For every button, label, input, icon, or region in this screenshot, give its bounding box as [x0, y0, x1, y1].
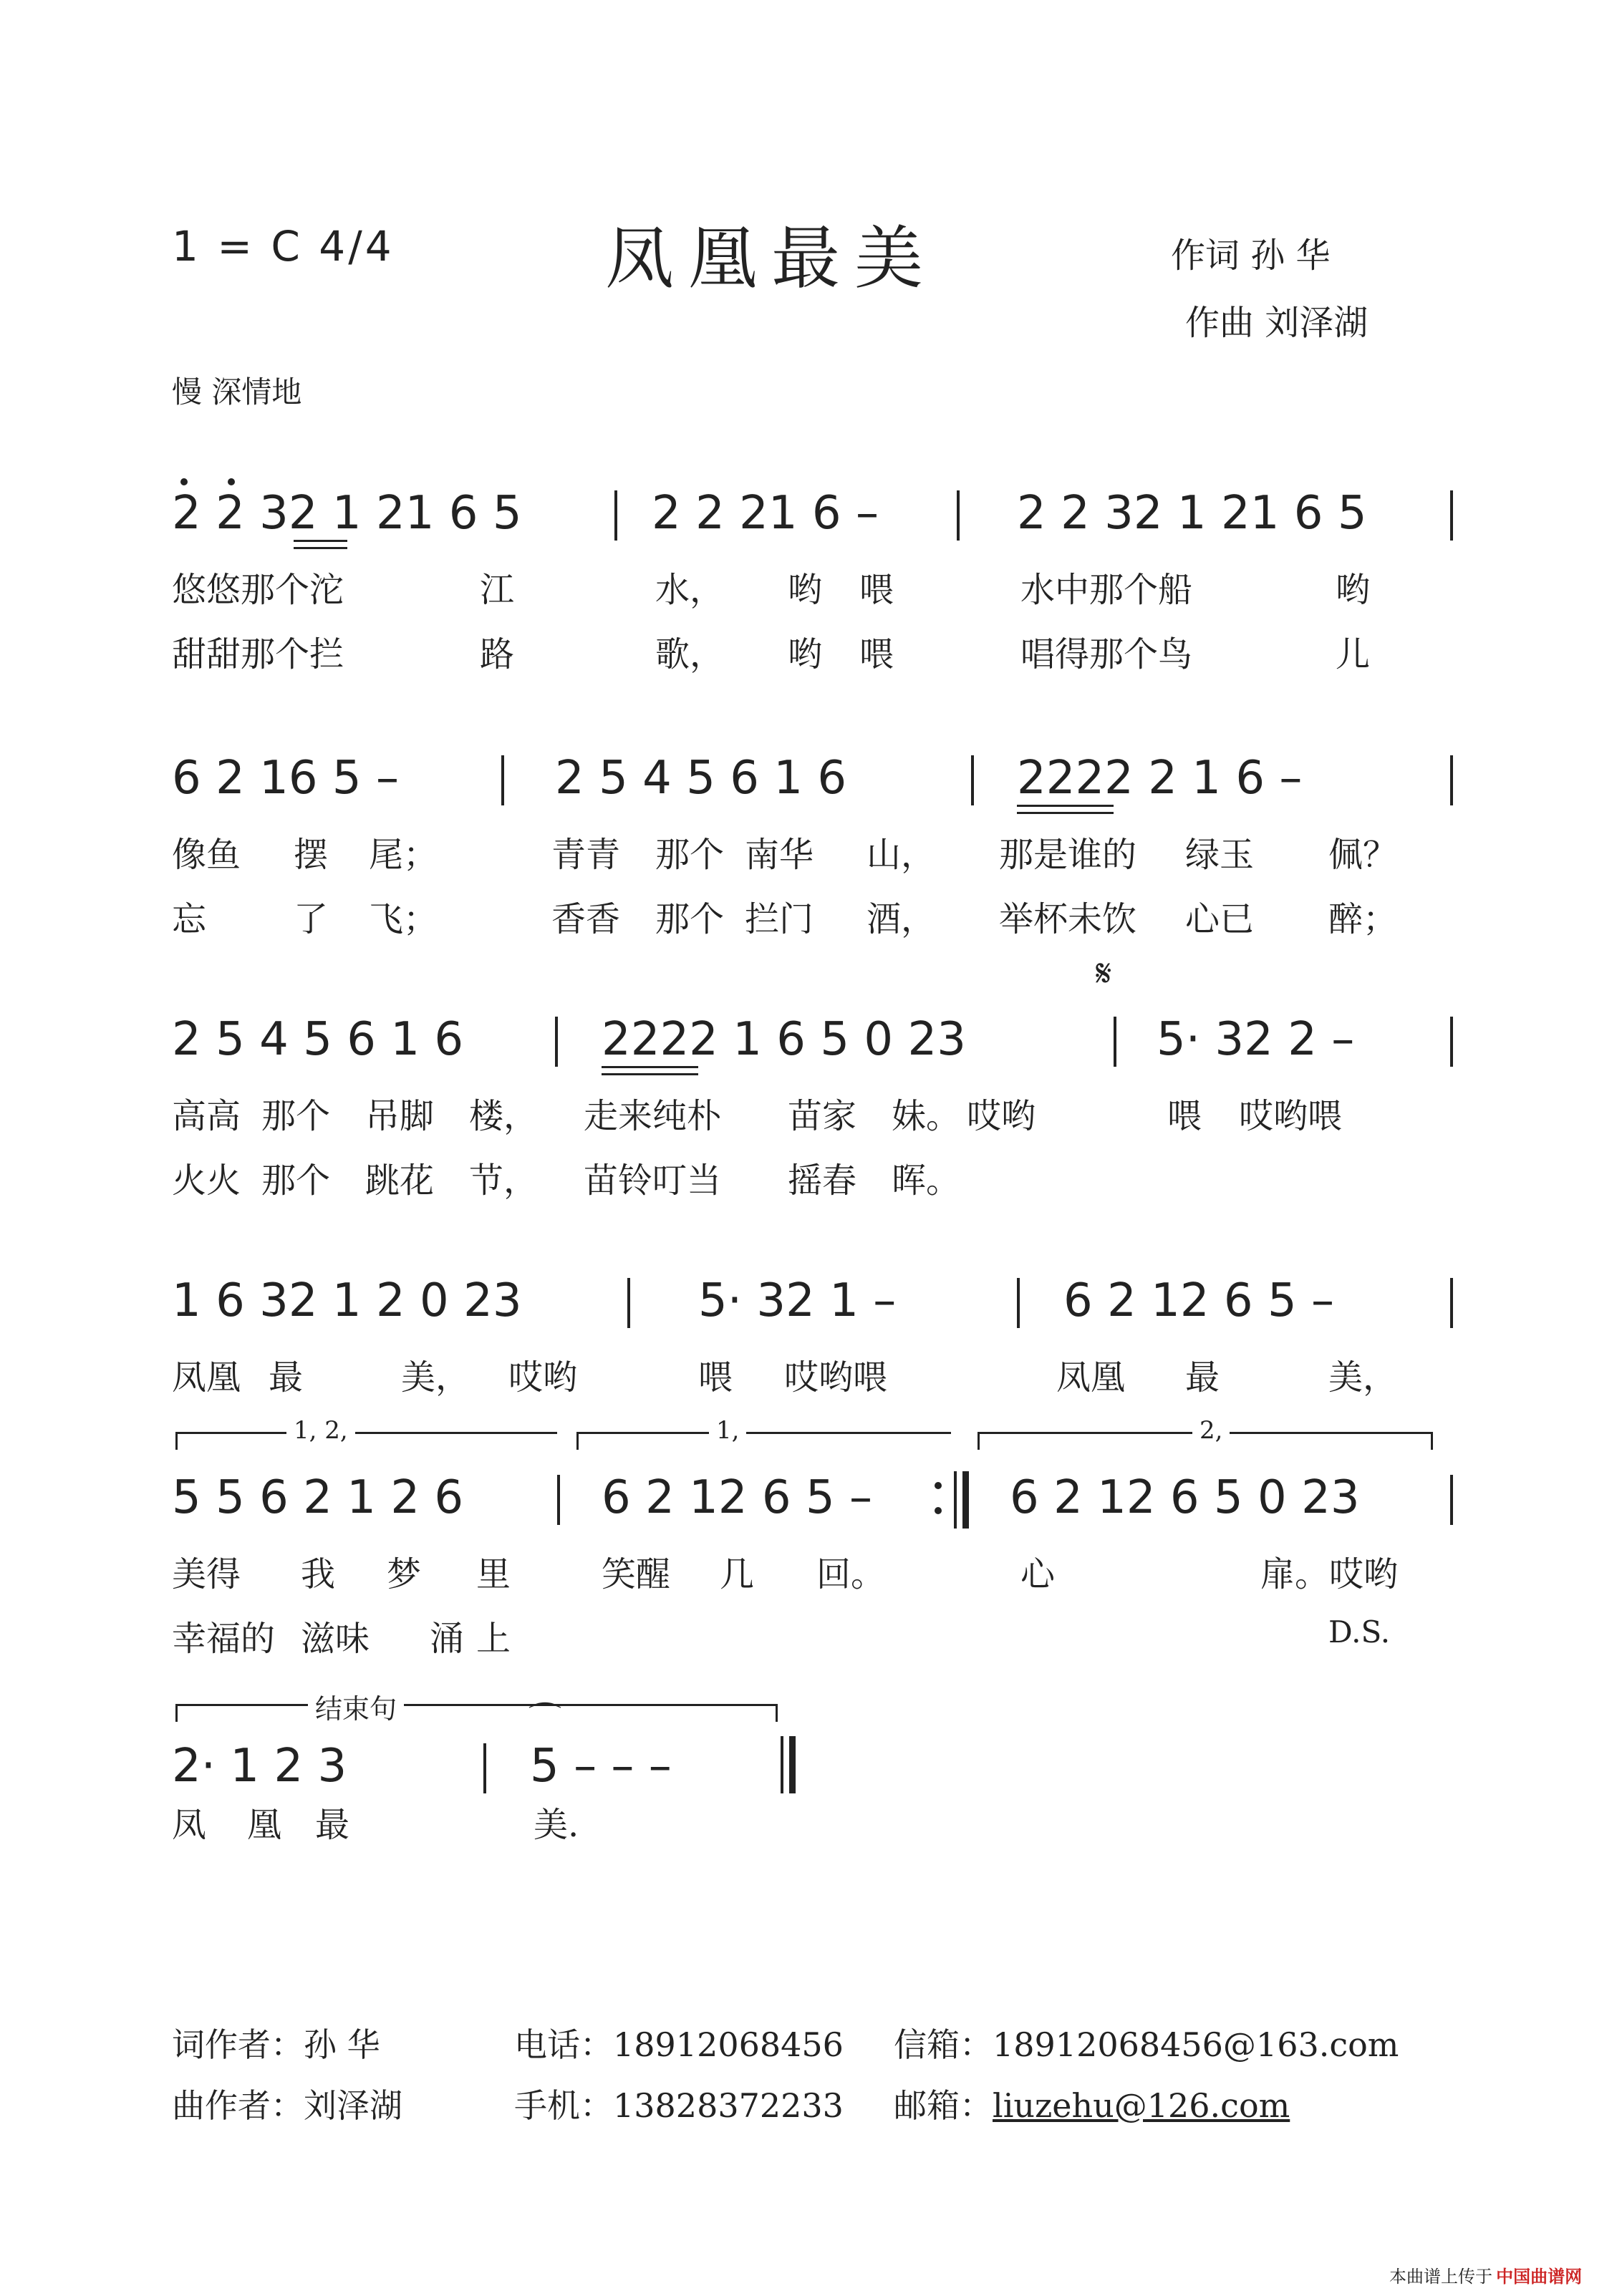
measure-1-3: 2 2 32 1 21 6 5 [1017, 487, 1367, 540]
lyric-2-e: 苗铃叮当 [584, 1161, 722, 1201]
lyric-1-i: 扉。哎哟 [1260, 1554, 1399, 1594]
lyric-1-e: 喂 [698, 1357, 733, 1398]
lyric-1-e: 走来纯朴 [584, 1096, 722, 1136]
lyric-1-a: 像鱼 [172, 835, 241, 875]
lyric-1-b: 最 [269, 1357, 304, 1398]
lyric-1-g: 山， [867, 835, 936, 875]
repeat-barline-thin [954, 1471, 957, 1529]
footer-mail1 [894, 2019, 1399, 2066]
lyric-1-b: 江 [480, 570, 515, 610]
barline [557, 1475, 560, 1525]
volta-bracket-2 [576, 1432, 951, 1450]
tempo-marking: 慢 深情地 [172, 374, 302, 410]
lyric-2-h: 举杯未饮 [999, 899, 1137, 939]
lyric-1-a: 高高 [172, 1096, 241, 1136]
volta-bracket-1 [175, 1432, 557, 1450]
lyric-1-f: 水中那个船 [1020, 570, 1193, 610]
lyric-1-d: 里 [476, 1554, 511, 1594]
ending-lyric-d: 美. [534, 1805, 579, 1845]
volta-label-1: 1, 2, [286, 1416, 355, 1445]
lyric-1-e: 那个 [655, 835, 725, 875]
ending-lyric-a: 凤 [172, 1805, 207, 1845]
ending-measure-1: 2· 1 2 3 [172, 1740, 347, 1793]
barline [957, 490, 960, 541]
measure-3-2: 2222 1 6 5 0 23 [602, 1013, 966, 1066]
lyric-2-b: 了 [294, 899, 329, 939]
final-barline-thin [781, 1736, 783, 1793]
measure-1-2: 2 2 21 6 – [652, 487, 879, 540]
repeat-barline-thick [962, 1471, 969, 1529]
lyric-2-f: 摇春 [788, 1161, 857, 1201]
beam-line [294, 540, 347, 542]
beam-line [602, 1073, 698, 1075]
lyricist-credit: 作词 孙 华 [1171, 236, 1331, 276]
lyric-2-b: 那个 [261, 1161, 331, 1201]
barline [1017, 1278, 1020, 1328]
final-barline-thick [789, 1736, 796, 1793]
lyric-2-d: 节， [469, 1161, 539, 1201]
composer-credit: 作曲 刘泽湖 [1185, 303, 1369, 343]
lyric-2-g: 儿 [1336, 634, 1371, 674]
lyric-1-i: 喂 [1167, 1096, 1202, 1136]
footer-composer: 曲作者：刘泽湖 [172, 2086, 402, 2125]
lyric-1-c: 尾； [369, 835, 438, 875]
measure-1-1: 2 2 32 1 21 6 5 [172, 487, 522, 540]
footer-mail2 [894, 2080, 1290, 2127]
watermark-text: 本曲谱上传于 [1389, 2267, 1492, 2287]
lyric-2-c: 涌 [430, 1619, 465, 1659]
barline [1450, 1017, 1453, 1067]
lyric-2-f: 拦门 [745, 899, 814, 939]
beam-line [1017, 805, 1114, 807]
watermark-logo: 中国曲谱网 [1496, 2267, 1583, 2287]
lyric-1-f: 哎哟喂 [784, 1357, 888, 1398]
barline [971, 755, 974, 805]
lyric-1-d: 哟 [788, 570, 823, 610]
lyric-1-h: 哎哟 [967, 1096, 1036, 1136]
lyric-1-g: 哟 [1336, 570, 1371, 610]
lyric-1-a: 美得 [172, 1554, 241, 1594]
lyric-2-b: 滋味 [301, 1619, 370, 1659]
measure-2-2: 2 5 4 5 6 1 6 [555, 752, 847, 805]
key-signature: 1 = C 4/4 [172, 222, 395, 271]
lyric-2-b: 路 [480, 634, 515, 674]
barline [555, 1017, 558, 1067]
measure-2-1: 6 2 16 5 – [172, 752, 399, 805]
lyric-2-d: 哟 [788, 634, 823, 674]
footer-mail1-label: 信箱： [894, 2025, 993, 2064]
ending-measure-2: 5 – – – [530, 1740, 672, 1793]
ending-label: 结束句 [308, 1687, 404, 1726]
lyric-1-j: 佩？ [1328, 835, 1398, 875]
lyric-2-a: 火火 [172, 1161, 241, 1201]
barline [501, 755, 504, 805]
lyric-1-d: 哎哟 [508, 1357, 578, 1398]
lyric-1-i: 绿玉 [1185, 835, 1255, 875]
measure-4-3: 6 2 12 6 5 – [1063, 1274, 1335, 1327]
measure-3-3: 5· 32 2 – [1157, 1013, 1355, 1066]
dal-segno: D.S. [1328, 1614, 1391, 1650]
footer-phone: 电话：18912068456 [514, 2025, 844, 2064]
barline [1450, 1475, 1453, 1525]
lyric-1-h: 最 [1185, 1357, 1220, 1398]
lyric-2-a: 忘 [172, 899, 207, 939]
barline [1450, 1278, 1453, 1328]
lyric-2-d: 上 [476, 1619, 511, 1659]
lyric-2-a: 甜甜那个拦 [172, 634, 344, 674]
lyric-1-f: 南华 [745, 835, 814, 875]
lyric-1-h: 心 [1020, 1554, 1056, 1594]
lyric-2-a: 幸福的 [172, 1619, 276, 1659]
measure-5-1: 5 5 6 2 1 2 6 [172, 1471, 464, 1524]
ending-lyric-b: 凰 [247, 1805, 282, 1845]
barline [627, 1278, 630, 1328]
lyric-1-b: 那个 [261, 1096, 331, 1136]
ending-lyric-c: 最 [315, 1805, 350, 1845]
fermata-icon: ⌒ [528, 1700, 561, 1738]
measure-2-3: 2222 2 1 6 – [1017, 752, 1303, 805]
ending-bracket [175, 1704, 778, 1722]
lyric-1-a: 悠悠那个沱 [172, 570, 344, 610]
footer-mail2-label: 邮箱： [894, 2086, 993, 2125]
barline [1450, 755, 1453, 805]
footer-mail2-link[interactable]: liuzehu@126.com [993, 2086, 1290, 2125]
measure-5-3: 6 2 12 6 5 0 23 [1010, 1471, 1360, 1524]
barline [1114, 1017, 1116, 1067]
lyric-2-d: 香香 [551, 899, 621, 939]
lyric-1-h: 那是谁的 [999, 835, 1137, 875]
lyric-1-c: 梦 [387, 1554, 422, 1594]
measure-5-2: 6 2 12 6 5 – [602, 1471, 873, 1524]
site-watermark [1389, 2262, 1582, 2287]
lyric-1-g: 回。 [816, 1554, 886, 1594]
lyric-2-e: 那个 [655, 899, 725, 939]
lyric-1-a: 凤凰 [172, 1357, 241, 1398]
repeat-dot [935, 1507, 942, 1514]
lyric-1-i: 美， [1328, 1357, 1398, 1398]
lyric-1-f: 苗家 [788, 1096, 857, 1136]
lyric-1-e: 喂 [859, 570, 894, 610]
lyric-1-d: 楼， [469, 1096, 539, 1136]
lyric-2-i: 心已 [1185, 899, 1255, 939]
lyric-1-e: 笑醒 [602, 1554, 671, 1594]
lyric-2-c: 飞； [369, 899, 438, 939]
lyric-1-j: 哎哟喂 [1239, 1096, 1343, 1136]
footer-mail1-address: 18912068456@163.com [993, 2025, 1399, 2064]
barline [483, 1743, 486, 1793]
lyric-1-c: 美， [401, 1357, 470, 1398]
lyric-1-d: 青青 [551, 835, 621, 875]
measure-3-1: 2 5 4 5 6 1 6 [172, 1013, 464, 1066]
volta-label-2: 1, [709, 1416, 746, 1445]
barline [614, 490, 617, 541]
lyric-2-e: 喂 [859, 634, 894, 674]
footer-mobile: 手机：13828372233 [514, 2086, 844, 2125]
song-title: 凤凰最美 [605, 218, 937, 299]
beam-line [294, 547, 347, 549]
repeat-dot [935, 1482, 942, 1489]
lyric-2-c: 歌， [655, 634, 725, 674]
beam-line [1017, 812, 1114, 814]
lyric-2-j: 醉； [1328, 899, 1398, 939]
measure-4-1: 1 6 32 1 2 0 23 [172, 1274, 522, 1327]
lyric-1-b: 我 [301, 1554, 336, 1594]
measure-4-2: 5· 32 1 – [698, 1274, 897, 1327]
lyric-1-b: 摆 [294, 835, 329, 875]
lyric-1-c: 吊脚 [365, 1096, 435, 1136]
lyric-2-f: 唱得那个鸟 [1020, 634, 1193, 674]
segno-sign: 𝄋 [1096, 952, 1112, 995]
octave-dot [228, 478, 235, 485]
lyric-2-c: 跳花 [365, 1161, 435, 1201]
volta-label-3: 2, [1192, 1416, 1230, 1445]
lyric-1-c: 水， [655, 570, 725, 610]
octave-dot [180, 478, 188, 485]
beam-line [602, 1066, 698, 1068]
lyric-1-g: 妹。 [892, 1096, 961, 1136]
lyric-2-g: 晖。 [892, 1161, 961, 1201]
lyric-1-f: 几 [720, 1554, 755, 1594]
barline [1450, 490, 1453, 541]
lyric-2-g: 酒， [867, 899, 936, 939]
footer-lyricist: 词作者：孙 华 [172, 2025, 380, 2064]
lyric-1-g: 凤凰 [1056, 1357, 1126, 1398]
